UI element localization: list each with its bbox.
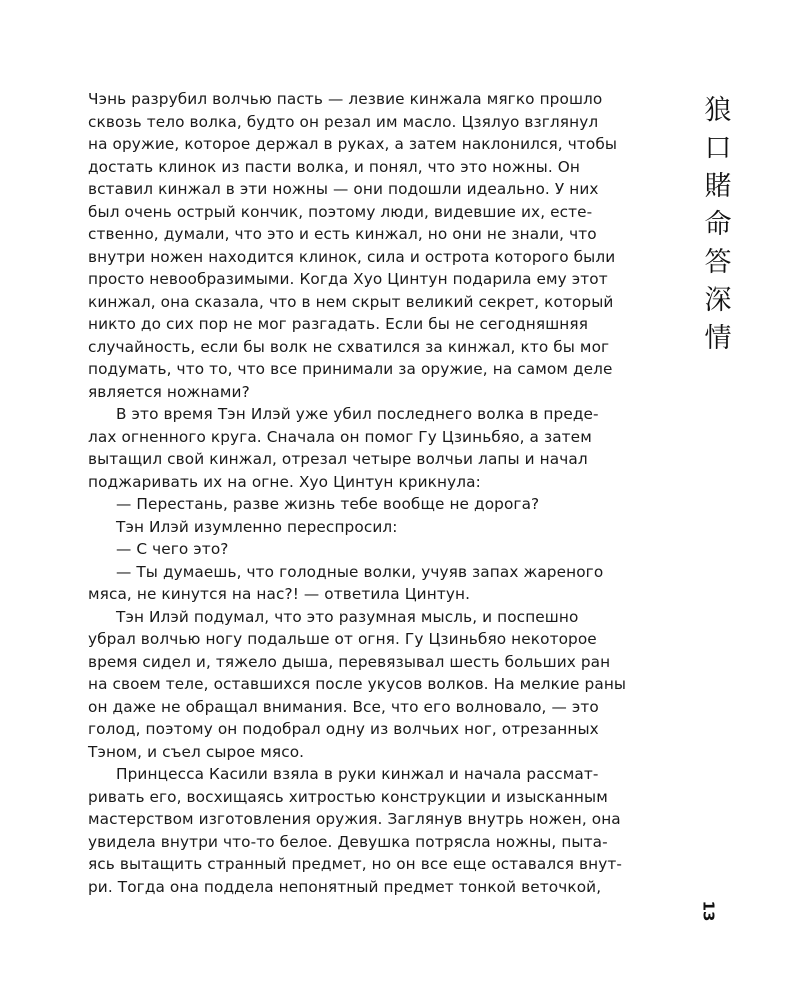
paragraph: В это время Тэн Илэй уже убил последнего волка в преде- лах огненного круга. Сначала он помог Гу Цзиньбяо, а затем вытащил свой кинжал, отрезал четыре волчьи лапы и начал поджаривать их на огне. Хуо Цинтун крикнула:	[88, 405, 599, 491]
title-character: 賭	[704, 171, 732, 202]
paragraph: Тэн Илэй подумал, что это разумная мысль, и поспешно убрал волчью ногу подальше от огня. Гу Цзиньбяо некоторое время сидел и, тяжело дыша, перевязывал шесть больших ран на своем теле, оставшихся после укусов волков. На мелкие раны он даже не обращал внимания. Все, что его волновало, — это голод, поэтому он подобрал одну из волчьих ног, отрезанных Тэном, и съел сырое мясо.	[88, 607, 627, 761]
body-text	[88, 88, 664, 898]
title-character: 命	[704, 209, 732, 240]
title-character: 口	[704, 133, 732, 164]
title-character: 深	[704, 285, 732, 316]
dialogue-line: — С чего это?	[116, 540, 229, 558]
title-character: 答	[704, 247, 732, 278]
dialogue-line: — Ты думаешь, что голодные волки, учуяв запах жареного мяса, не кинутся на нас?! — ответила Цинтун.	[88, 562, 604, 603]
title-character: 狼	[704, 95, 732, 126]
paragraph: Чэнь разрубил волчью пасть — лезвие кинжала мягко прошло сквозь тело волка, будто он резал им масло. Цзялуо взглянул на оружие, которое держал в руках, а затем наклонился, чтобы достать клинок из пасти волка, и понял, что это ножны. Он вставил кинжал в эти ножны — они подошли идеально. У них был очень острый кончик, поэтому люди, видевшие их, есте- ственно, думали, что это и есть кинжал, но они не знали, что внутри ножен находится клинок, сила и острота которого были просто невообразимыми. Когда Хуо Цинтун подарила ему этот кинжал, она сказала, что в нем скрыт великий секрет, который никто до сих пор не мог разгадать. Если бы не сегодняшняя случайность, если бы волк не схватился за кинжал, кто бы мог подумать, что то, что все принимали за оружие, на самом деле является ножнами?	[88, 90, 618, 401]
paragraph: Тэн Илэй изумленно переспросил:	[116, 517, 398, 536]
dialogue-line: — Перестань, разве жизнь тебе вообще не дорога?	[116, 495, 540, 513]
paragraph: Принцесса Касили взяла в руки кинжал и начала рассмат- ривать его, восхищаясь хитростью конструкции и изысканным мастерством изготовления оружия. Заглянув внутрь ножен, она увидела внутри что-то белое. Девушка потрясла ножны, пыта- ясь вытащить странный предмет, но он все еще оставался внут- ри. Тогда она поддела непонятный предмет тонкой веточкой,	[88, 765, 623, 896]
title-character: 情	[704, 323, 732, 354]
page-number: 13	[699, 900, 718, 922]
chapter-title-vertical	[700, 92, 736, 358]
